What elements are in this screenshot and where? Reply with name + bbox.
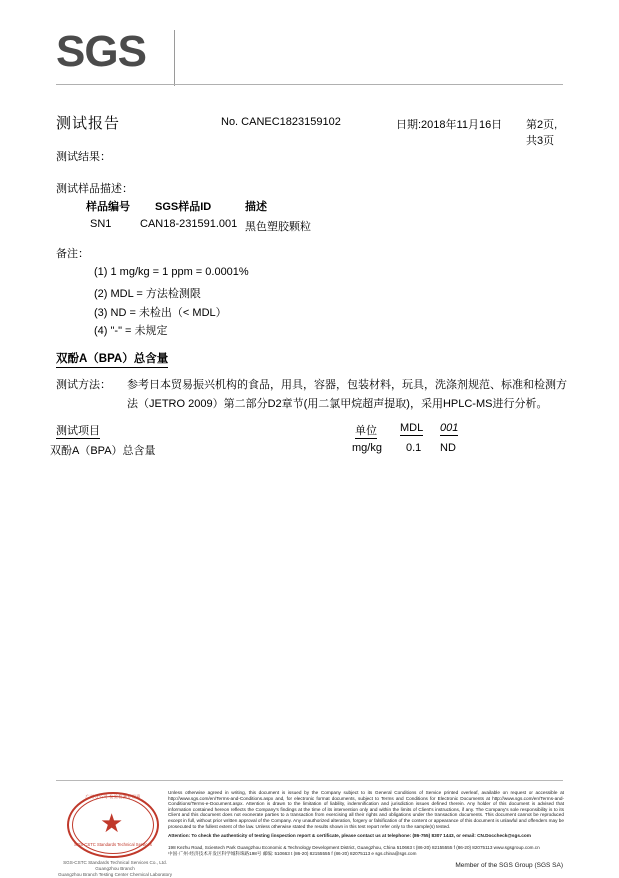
sample-table-header-id: SGS样品ID xyxy=(155,201,212,213)
list-item: (3) ND = 未检出（< MDL） xyxy=(94,307,227,319)
footer-address-cn: 中国·广州·经济技术开发区科学城科珠路198号 xyxy=(168,851,262,857)
logo-divider-tick xyxy=(174,30,175,86)
footer-address-en: 198 Kezhu Road, Scientech Park Guangzhou Economic & Technology Development District, Guangzhou, China 510663 t (86-20) 82155555 f (86-20) 82075113 www.sgsgroup.com.cn xyxy=(168,845,540,850)
page-title: 测试报告 xyxy=(56,115,121,132)
table-row: 0.1 xyxy=(406,442,422,454)
list-item: (4) "-" = 未规定 xyxy=(94,325,168,337)
test-method-line-2: 法（JETRO 2009）第二部分D2章节(用二氯甲烷超声提取)，采用HPLC-MS进行分析。 xyxy=(127,398,548,410)
footer-member-line: Member of the SGS Group (SGS SA) xyxy=(455,862,563,869)
table-row: CAN18-231591.001 xyxy=(140,218,238,230)
result-header-mdl: MDL xyxy=(400,422,424,434)
footer-address-cn-post: 邮编: 510663 t (86-20) 82155555 f (86-20) 82075113 e sgs.china@sgs.com xyxy=(262,851,417,857)
stamp-caption-line1: SGS-CSTC Standards Technical Services Co., Ltd. Guangzhou Branch xyxy=(63,860,167,871)
stamp-bottom-text: SGS-CSTC Standards Technical Services xyxy=(74,842,152,847)
sample-table-header-no: 样品编号 xyxy=(86,201,130,213)
footer-address xyxy=(168,845,564,858)
test-method-line-1: 参考日本贸易振兴机构的食品，用具，容器，包装材料，玩具，洗涤剂规范、标准和检测方 xyxy=(127,379,567,391)
notes-label: 备注： xyxy=(56,248,89,260)
list-item: (2) MDL = 方法检测限 xyxy=(94,288,201,300)
stamp-top-text: 广州分公司 检验检测专用章 xyxy=(85,794,141,799)
company-stamp xyxy=(57,790,173,877)
table-row: SN1 xyxy=(90,218,112,230)
section-title-bpa: 双酚A（BPA）总含量 xyxy=(56,350,168,368)
stamp-caption-line2: Guangzhou Branch Testing Center Chemical Laboratory xyxy=(57,872,173,877)
table-row: 黑色塑胶颗粒 xyxy=(245,221,311,233)
header-rule xyxy=(56,84,563,85)
star-icon: ★ xyxy=(100,808,124,838)
table-row: 双酚A（BPA）总含量 xyxy=(50,445,156,457)
footer-rule xyxy=(56,780,563,781)
report-title-row xyxy=(56,112,563,147)
test-method-label: 测试方法： xyxy=(56,379,111,391)
page-indicator: 第2页,共3页 xyxy=(526,119,558,147)
sample-description-label: 测试样品描述： xyxy=(56,183,133,195)
list-item: (1) 1 mg/kg = 1 ppm = 0.0001% xyxy=(94,266,249,278)
results-label: 测试结果： xyxy=(56,151,111,163)
footer-address-cn-row xyxy=(168,851,564,857)
report-number: No. CANEC1823159102 xyxy=(221,116,341,128)
result-header-sample: 001 xyxy=(440,422,459,434)
table-row: mg/kg xyxy=(352,442,382,454)
report-date: 日期:2018年11月16日 xyxy=(396,119,503,131)
result-header-unit: 单位 xyxy=(355,425,377,437)
sgs-logo xyxy=(56,27,176,82)
footer-attention-text: Attention: To check the authenticity of testing /inspection report & certificate, please contact us at telephone: (86-755) 8307 1443, or email: CN.Doccheck@sgs.com xyxy=(168,833,531,838)
result-header-item: 测试项目 xyxy=(56,425,100,437)
table-row: ND xyxy=(440,442,456,454)
sgs-logo-text: SGS xyxy=(56,27,146,76)
footer-legal-text: Unless otherwise agreed in writing, this document is issued by the Company subject to its General Conditions of Service printed overleaf, available on request or accessible at http://www.sgs.com/en/Terms-and-Conditions.aspx and, for electronic format documents, subject to Terms and Conditions for Electronic Documents at http://www.sgs.com/en/Terms-and-Conditions/Terms-e-Document.aspx. Attention is drawn to the limitation of liability, indemnification and jurisdiction issues defined therein. Any holder of this document is advised that information contained hereon reflects the Company's findings at the time of its intervention only and within the limits of Client's instructions, if any. The Company's sole responsibility is to its Client and this document does not exonerate parties to a transaction from exercising all their rights and obligations under the transaction documents. This document cannot be reproduced except in full, without prior written approval of the Company. Any unauthorized alteration, forgery or falsification of the content or appearance of this document is unlawful and offenders may be prosecuted to the fullest extent of the law. Unless otherwise stated the results shown in this test report refer only to the sample(s) tested. xyxy=(168,790,564,829)
sample-table-header-desc: 描述 xyxy=(245,201,267,213)
